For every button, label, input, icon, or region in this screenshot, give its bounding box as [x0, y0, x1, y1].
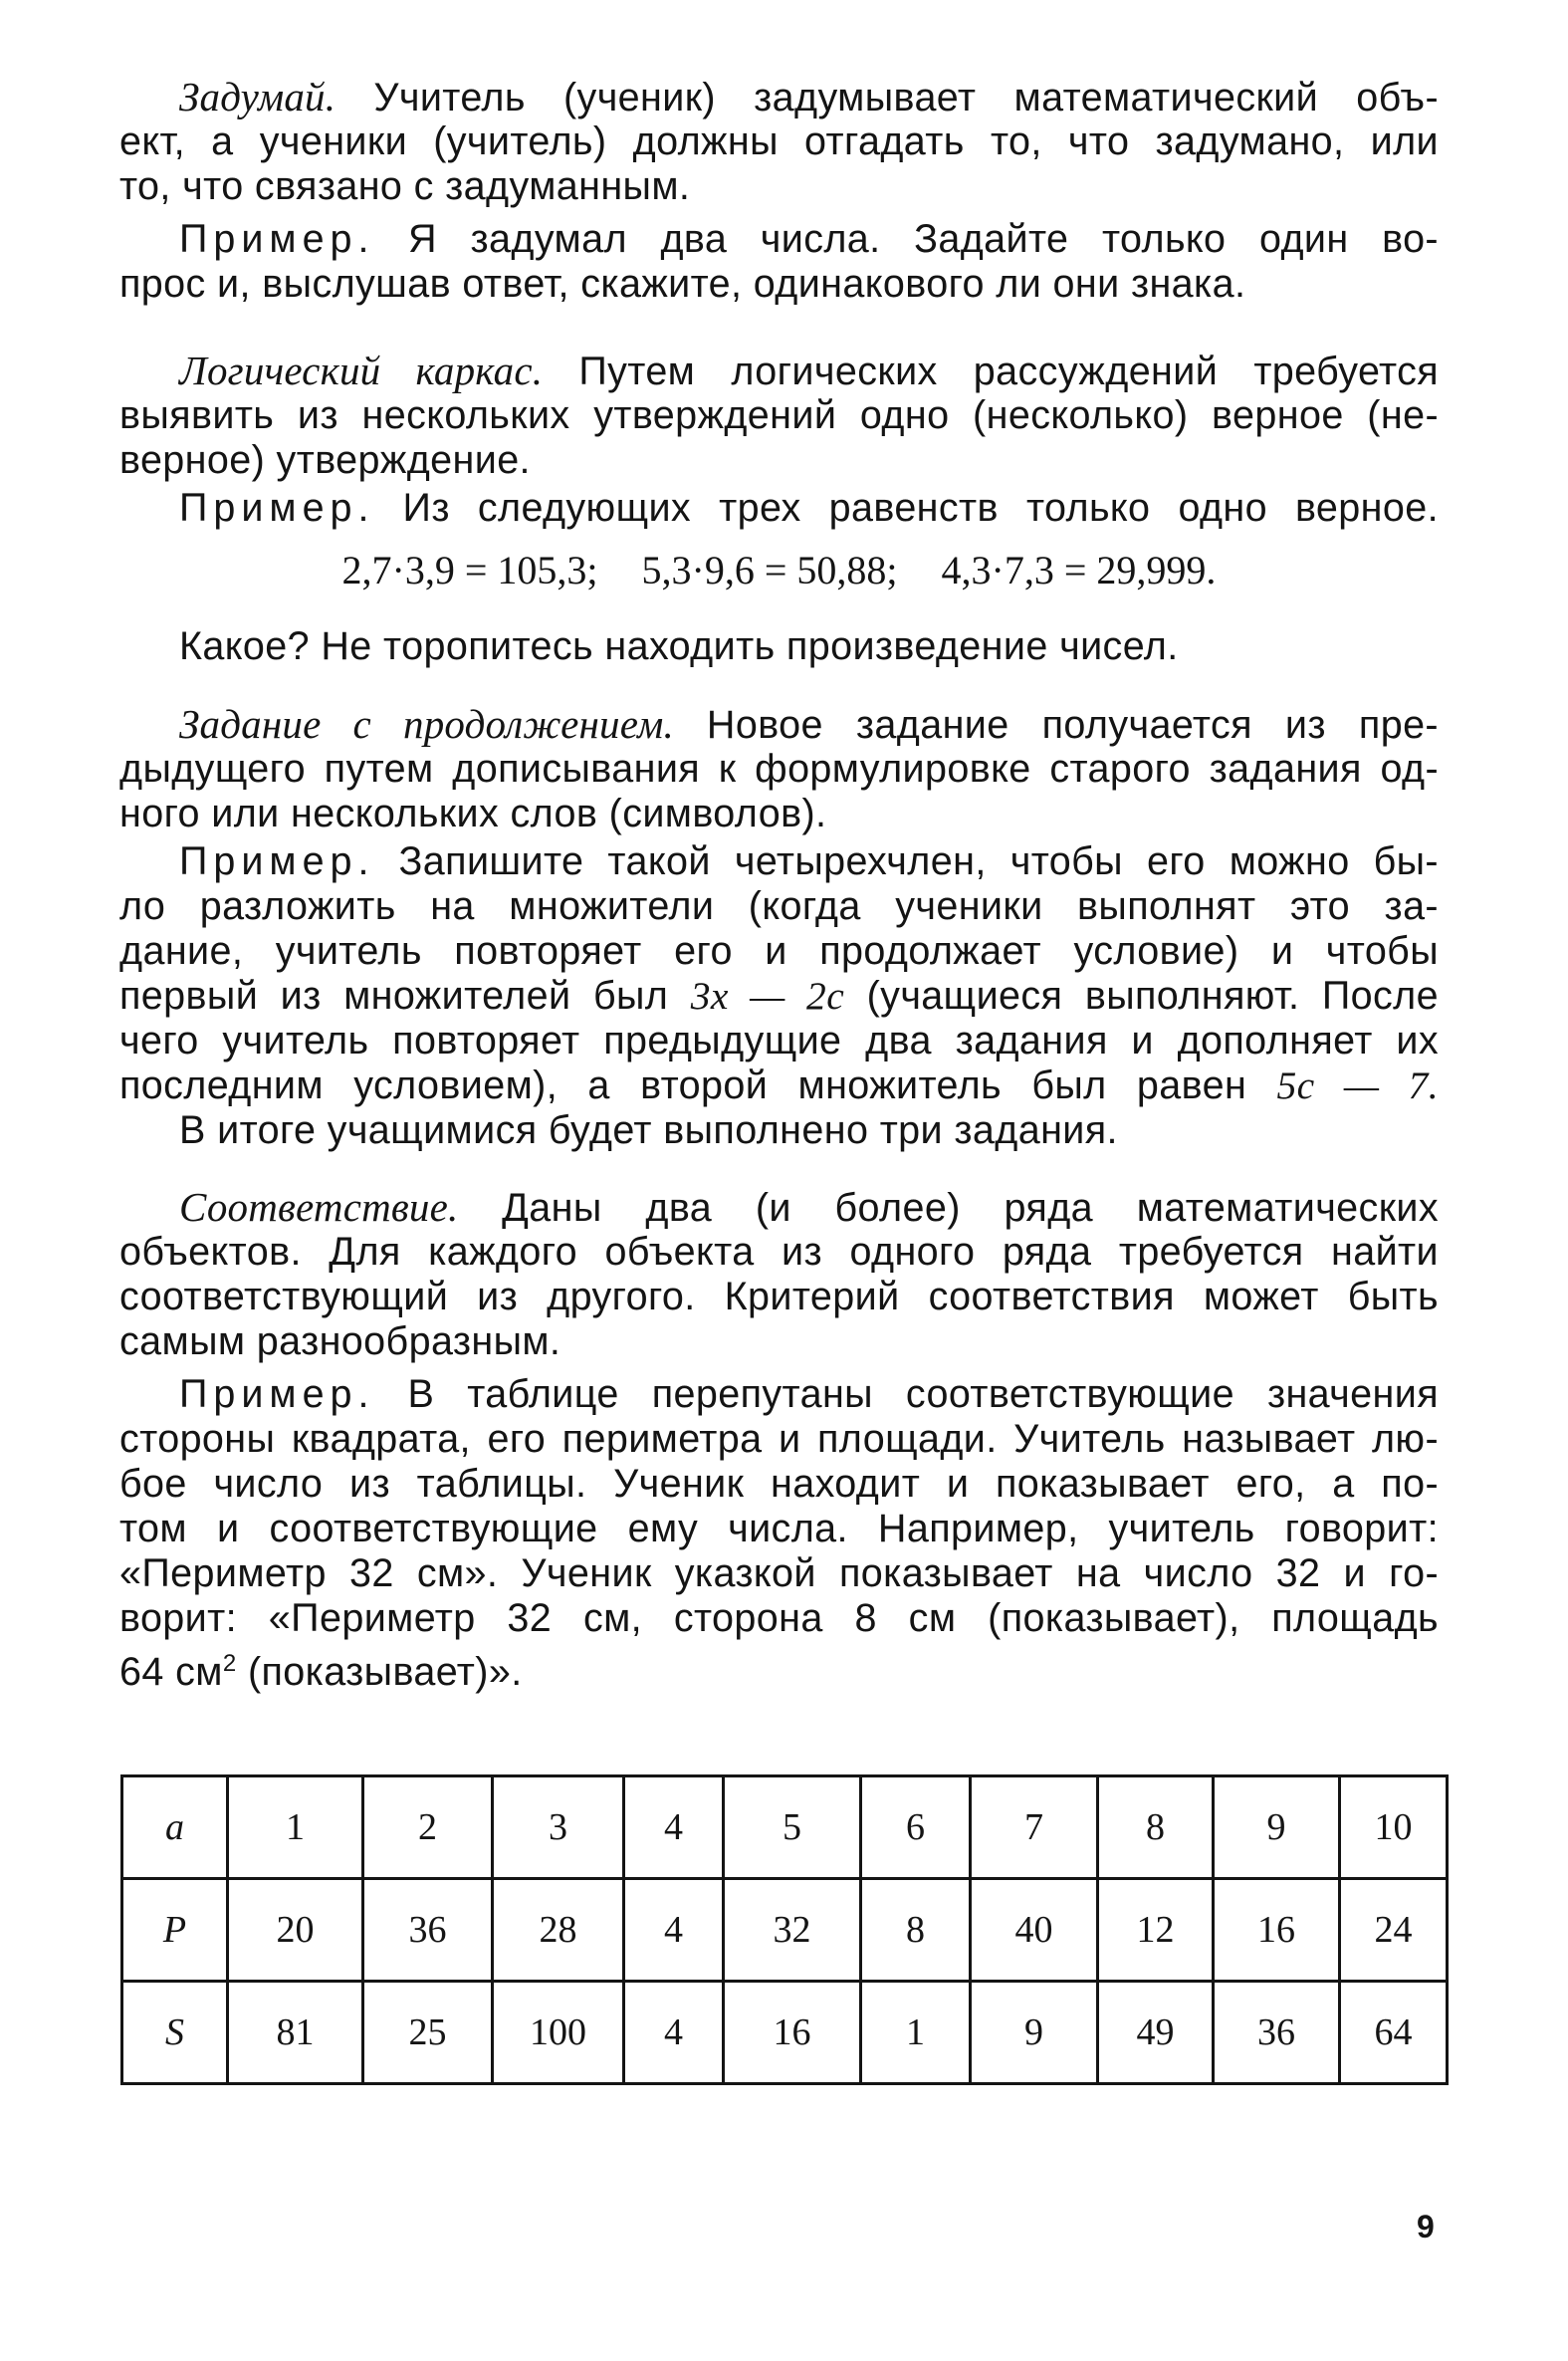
- equality-3: 4,3·7,3 = 29,999.: [941, 548, 1217, 592]
- s4-example-line-7: 64 $см^2$ (показывает)».: [119, 1650, 523, 1695]
- factor-formula-1: 3x — 2c: [690, 974, 845, 1018]
- s1-line-2: ект, а ученики (учитель) должны отгадать то, что задумано, или: [119, 119, 1439, 163]
- table-cell: 4: [624, 1982, 724, 2084]
- s4-example-line-1: Пример. В таблице перепутаны соответствующие значения: [179, 1372, 1439, 1416]
- s3-example-line-1: Пример. Запишите такой четырехчлен, чтобы его можно бы-: [179, 839, 1439, 883]
- example-label: Пример.: [179, 217, 375, 261]
- s2-line-1: Логический каркас. Путем логических рассуждений требуется: [179, 348, 1440, 393]
- term-continuation-task: Задание с продолжением.: [179, 701, 674, 747]
- table-cell: 25: [363, 1982, 493, 2084]
- s4-example-line-5: «Периметр 32 см». Ученик указкой показывает на число 32 и го-: [119, 1551, 1439, 1595]
- table-cell: 20: [228, 1879, 363, 1982]
- table-cell: 6: [861, 1776, 971, 1879]
- s1-line-1: Задумай. Учитель (ученик) задумывает математический объ-: [179, 74, 1439, 119]
- table-cell: 32: [724, 1879, 861, 1982]
- example-label: Пример.: [179, 1372, 375, 1416]
- table-cell: 36: [363, 1879, 493, 1982]
- term-correspondence: Соответствие.: [179, 1184, 459, 1230]
- s3-line-2: дыдущего путем дописывания к формулировке старого задания од-: [119, 747, 1439, 791]
- table-cell: 3: [493, 1776, 624, 1879]
- s4-example-line-6: ворит: «Периметр 32 см, сторона 8 см (показывает), площадь: [119, 1596, 1439, 1640]
- term-zadumai: Задумай.: [179, 74, 336, 119]
- equalities-formula: [119, 548, 1439, 592]
- table-cell: 64: [1340, 1982, 1448, 2084]
- square-values-table: [120, 1774, 1449, 2085]
- table-cell: 8: [861, 1879, 971, 1982]
- row-label-area: S: [122, 1982, 228, 2084]
- s3-example-line-5: чего учитель повторяет предыдущие два задания и дополняет их: [119, 1019, 1439, 1062]
- row-label-perimeter: P: [122, 1879, 228, 1982]
- s4-line-4: самым разнообразным.: [119, 1319, 561, 1363]
- s4-line-2: объектов. Для каждого объекта из одного ряда требуется найти: [119, 1230, 1439, 1274]
- table-cell: 8: [1098, 1776, 1214, 1879]
- example-label: Пример.: [179, 839, 375, 883]
- s2-question: Какое? Не торопитесь находить произведение чисел.: [179, 624, 1179, 668]
- table-cell: 4: [624, 1776, 724, 1879]
- table-cell: 100: [493, 1982, 624, 2084]
- s3-example-line-4: первый из множителей был 3x — 2c (учащиеся выполняют. После: [119, 974, 1439, 1018]
- equality-2: 5,3·9,6 = 50,88;: [641, 548, 898, 592]
- table-cell: 1: [861, 1982, 971, 2084]
- table-cell: 2: [363, 1776, 493, 1879]
- table-row: [122, 1982, 1448, 2084]
- table-cell: 81: [228, 1982, 363, 2084]
- table-cell: 16: [724, 1982, 861, 2084]
- table-cell: 4: [624, 1879, 724, 1982]
- s1-example-line-1: Пример. Я задумал два числа. Задайте только один во-: [179, 217, 1439, 261]
- s3-example-line-6: последним условием), а второй множитель был равен 5c — 7.: [119, 1063, 1439, 1107]
- s3-line-3: ного или нескольких слов (символов).: [119, 792, 827, 835]
- s2-example-line-1: Пример. Из следующих трех равенств только одно верное.: [179, 486, 1439, 530]
- equality-1: 2,7·3,9 = 105,3;: [341, 548, 598, 592]
- factor-formula-2: 5c — 7.: [1276, 1063, 1439, 1107]
- s4-line-3: соответствующий из другого. Критерий соответствия может быть: [119, 1275, 1439, 1318]
- s2-line-2: выявить из нескольких утверждений одно (несколько) верное (не-: [119, 393, 1439, 437]
- table-cell: 36: [1214, 1982, 1340, 2084]
- s1-line-3: то, что связано с задуманным.: [119, 164, 691, 208]
- page-number: 9: [1417, 2209, 1435, 2244]
- table-cell: 24: [1340, 1879, 1448, 1982]
- table-cell: 28: [493, 1879, 624, 1982]
- squared-superscript: 2: [222, 1650, 237, 1677]
- s3-line-1: Задание с продолжением. Новое задание получается из пре-: [179, 701, 1439, 747]
- table-cell: 9: [1214, 1776, 1340, 1879]
- table-cell: 12: [1098, 1879, 1214, 1982]
- term-logical-frame: Логический каркас.: [179, 348, 544, 393]
- s3-example-line-7: В итоге учащимися будет выполнено три задания.: [179, 1108, 1118, 1152]
- s3-example-line-2: ло разложить на множители (когда ученики выполнят это за-: [119, 884, 1439, 928]
- s2-line-3: верное) утверждение.: [119, 438, 531, 482]
- table-row: [122, 1776, 1448, 1879]
- example-label: Пример.: [179, 486, 375, 530]
- table-cell: 49: [1098, 1982, 1214, 2084]
- row-label-side: a: [122, 1776, 228, 1879]
- table-cell: 9: [971, 1982, 1098, 2084]
- table-cell: 16: [1214, 1879, 1340, 1982]
- s4-line-1: Соответствие. Даны два (и более) ряда математических: [179, 1184, 1439, 1230]
- table-row: [122, 1879, 1448, 1982]
- s3-example-line-3: дание, учитель повторяет его и продолжает условие) и чтобы: [119, 929, 1439, 973]
- table-cell: 1: [228, 1776, 363, 1879]
- table-cell: 40: [971, 1879, 1098, 1982]
- s1-example-line-2: прос и, выслушав ответ, скажите, одинакового ли они знака.: [119, 262, 1246, 306]
- s4-example-line-4: том и соответствующие ему числа. Например, учитель говорит:: [119, 1507, 1439, 1550]
- s4-example-line-3: бое число из таблицы. Ученик находит и показывает его, а по-: [119, 1462, 1439, 1506]
- table-cell: 7: [971, 1776, 1098, 1879]
- table-cell: 10: [1340, 1776, 1448, 1879]
- s4-example-line-2: стороны квадрата, его периметра и площади. Учитель называет лю-: [119, 1417, 1439, 1461]
- table-cell: 5: [724, 1776, 861, 1879]
